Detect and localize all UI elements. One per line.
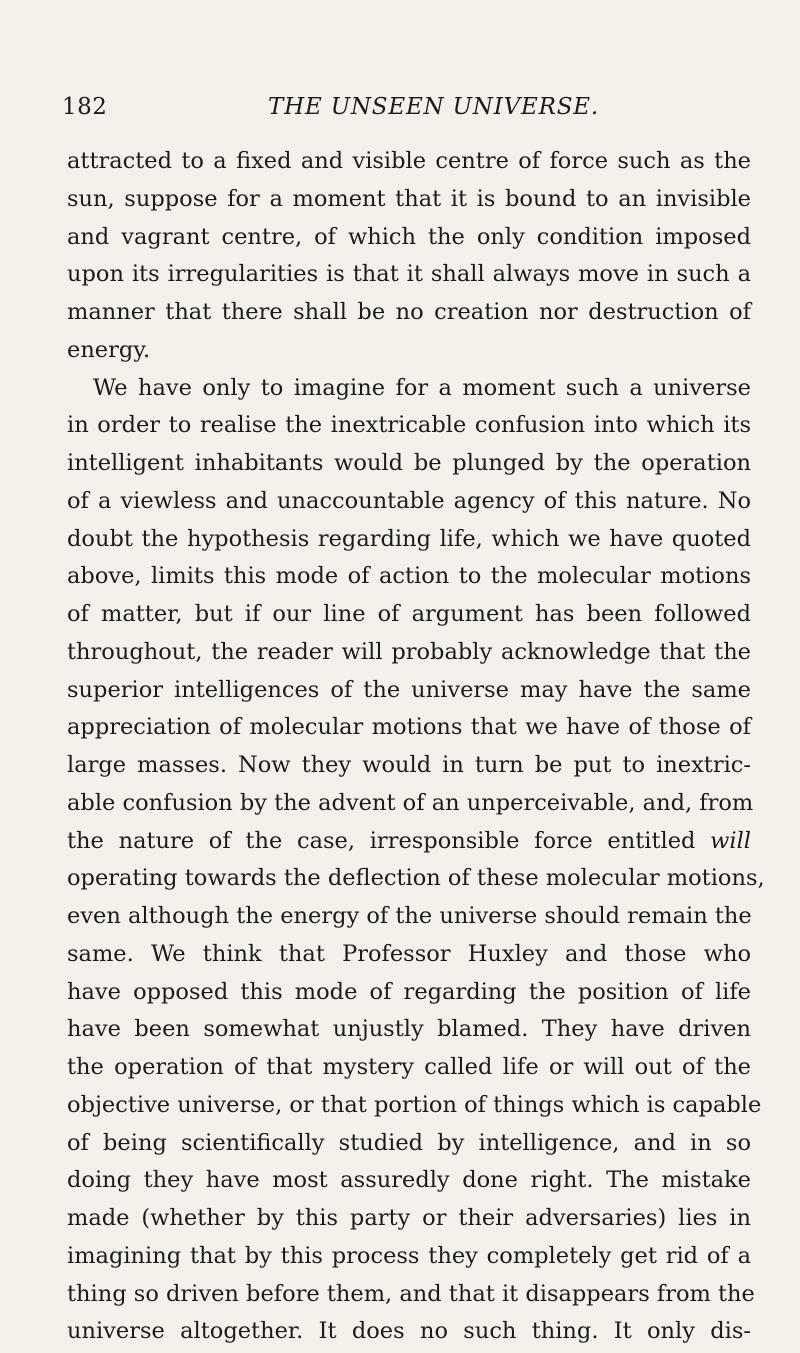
- text-line: doubt the hypothesis regarding life, which we have quoted: [67, 525, 751, 552]
- text-line: sun, suppose for a moment that it is bound to an invisible: [67, 185, 751, 212]
- text-line: same. We think that Professor Huxley and those who: [67, 940, 751, 967]
- text-line: appreciation of molecular motions that we have of those of: [67, 714, 751, 741]
- text-line: superior intelligences of the universe may have the same: [67, 676, 751, 703]
- text-line: made (whether by this party or their adversaries) lies in: [67, 1205, 751, 1231]
- text-line: above, limits this mode of action to the molecular motions: [67, 563, 751, 590]
- text-line: the operation of that mystery called life or will out of the: [67, 1054, 751, 1080]
- text-line: in order to realise the inextricable confusion into which its: [67, 412, 751, 439]
- page-number: 182: [62, 94, 108, 120]
- body-text: [67, 143, 765, 1351]
- text-line: objective universe, or that portion of things which is capable: [67, 1091, 762, 1118]
- text-line-with-italic: [67, 823, 751, 861]
- text-line: imagining that by this process they completely get rid of a: [67, 1242, 751, 1269]
- text-line: attracted to a fixed and visible centre of force such as the: [67, 148, 751, 174]
- text-fragment: the nature of the case, irresponsible force entitled: [67, 827, 696, 854]
- text-line: even although the energy of the universe should remain the: [67, 903, 752, 929]
- text-line: intelligent inhabitants would be plunged by the operation: [67, 450, 751, 476]
- text-line: We have only to imagine for a moment such a universe: [93, 374, 751, 401]
- text-line: of matter, but if our line of argument has been followed: [67, 601, 751, 627]
- italic-word: will: [710, 827, 752, 854]
- text-line: have been somewhat unjustly blamed. They have driven: [67, 1016, 751, 1043]
- text-line: of being scientifically studied by intelligence, and in so: [67, 1129, 751, 1156]
- text-line: throughout, the reader will probably acknowledge that the: [67, 638, 751, 665]
- text-line: able confusion by the advent of an unperceivable, and, from: [67, 789, 754, 816]
- text-line: and vagrant centre, of which the only condition imposed: [67, 223, 751, 250]
- text-line: manner that there shall be no creation nor destruction of: [67, 299, 751, 325]
- text-line: upon its irregularities is that it shall always move in such a: [67, 261, 751, 288]
- text-line: large masses. Now they would in turn be put to inextric-: [67, 752, 751, 778]
- running-title: THE UNSEEN UNIVERSE.: [268, 94, 599, 120]
- text-line: energy.: [67, 336, 151, 363]
- text-line: universe altogether. It does no such thing. It only dis-: [67, 1318, 751, 1345]
- text-line: have opposed this mode of regarding the position of life: [67, 978, 751, 1005]
- text-line: doing they have most assuredly done right. The mistake: [67, 1167, 751, 1194]
- text-line: of a viewless and unaccountable agency of this nature. No: [67, 487, 751, 514]
- text-line: operating towards the deflection of these molecular motions,: [67, 865, 765, 892]
- page-header: [62, 92, 752, 126]
- text-line: thing so driven before them, and that it disappears from the: [67, 1280, 755, 1307]
